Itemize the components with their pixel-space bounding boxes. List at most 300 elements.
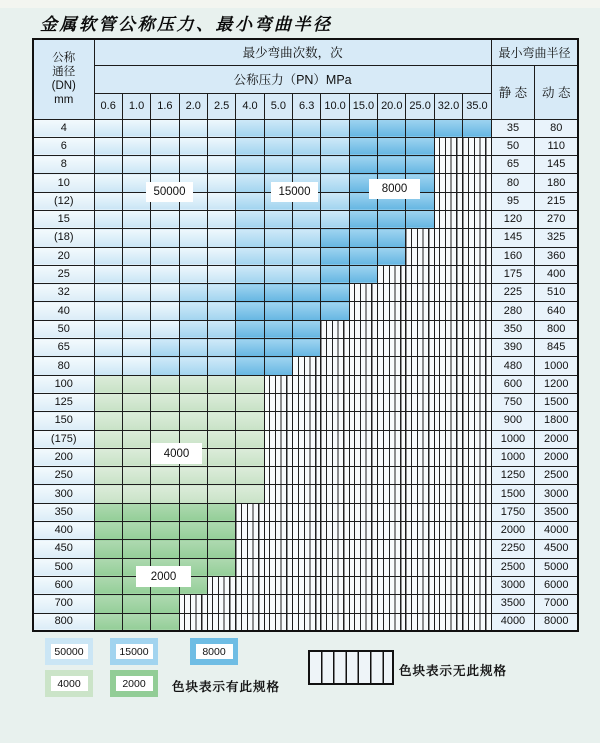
- bend-cell: [179, 522, 207, 540]
- bend-cell: [378, 375, 406, 393]
- bend-cell: [264, 375, 292, 393]
- bend-cell: [179, 229, 207, 247]
- pressure-col-2.5: 2.5: [207, 93, 235, 119]
- legend-swatch-2000-label: 2000: [116, 676, 153, 691]
- bend-cell: [122, 302, 150, 320]
- bend-cell: [94, 119, 122, 137]
- bend-cell: [151, 119, 179, 137]
- bend-cell: [349, 522, 377, 540]
- table-row-dn-8: [33, 156, 578, 174]
- bend-cell: [94, 613, 122, 631]
- bend-cell: [349, 210, 377, 228]
- pressure-col-20.0: 20.0: [378, 93, 406, 119]
- legend-swatch-8000: [190, 638, 238, 665]
- dn-cell: 6: [33, 137, 94, 155]
- bend-cell: [378, 576, 406, 594]
- bend-cell: [264, 540, 292, 558]
- bend-cell: [151, 375, 179, 393]
- bend-cell: [378, 357, 406, 375]
- bend-cell: [94, 357, 122, 375]
- dynamic-radius-cell: 640: [535, 302, 579, 320]
- bend-cell: [151, 302, 179, 320]
- table-row-dn-50: [33, 320, 578, 338]
- bend-cell: [293, 448, 321, 466]
- bend-cell: [321, 357, 349, 375]
- bend-cell: [151, 485, 179, 503]
- dynamic-radius-cell: 800: [535, 320, 579, 338]
- bend-cell: [349, 137, 377, 155]
- bend-cell: [293, 430, 321, 448]
- bend-cell: [94, 375, 122, 393]
- bend-cell: [378, 156, 406, 174]
- static-radius-cell: 160: [491, 247, 535, 265]
- static-radius-cell: 35: [491, 119, 535, 137]
- bend-cell: [94, 229, 122, 247]
- bend-cell: [293, 357, 321, 375]
- table-row-dn-6: [33, 137, 578, 155]
- bend-cell: [321, 192, 349, 210]
- bend-cell: [207, 448, 235, 466]
- zone-label-4000: 4000: [151, 443, 202, 464]
- dynamic-radius-cell: 1200: [535, 375, 579, 393]
- bend-cell: [434, 137, 462, 155]
- dynamic-radius-cell: 510: [535, 284, 579, 302]
- dynamic-radius-cell: 145: [535, 156, 579, 174]
- zone-label-8000: 8000: [369, 179, 420, 199]
- bend-cell: [293, 284, 321, 302]
- bend-cell: [264, 467, 292, 485]
- bend-cell: [151, 595, 179, 613]
- bend-cell: [207, 339, 235, 357]
- bend-cell: [151, 247, 179, 265]
- corner-header: [33, 39, 94, 119]
- static-radius-cell: 1000: [491, 430, 535, 448]
- bend-cell: [94, 467, 122, 485]
- dn-cell: 600: [33, 576, 94, 594]
- bend-cell: [236, 375, 264, 393]
- bend-cell: [406, 156, 434, 174]
- bend-cell: [463, 284, 492, 302]
- dn-cell: 200: [33, 448, 94, 466]
- bend-cell: [406, 595, 434, 613]
- table-row-dn-175: [33, 430, 578, 448]
- bend-cell: [321, 613, 349, 631]
- table-row-dn-500: [33, 558, 578, 576]
- bend-count-header: 最少弯曲次数，次: [94, 39, 491, 65]
- dn-cell: (18): [33, 229, 94, 247]
- bend-cell: [151, 265, 179, 283]
- bend-cell: [236, 430, 264, 448]
- bend-cell: [94, 448, 122, 466]
- bend-cell: [463, 613, 492, 631]
- bend-cell: [122, 375, 150, 393]
- bend-cell: [94, 558, 122, 576]
- bend-cell: [406, 247, 434, 265]
- bend-cell: [179, 503, 207, 521]
- pressure-col-1.0: 1.0: [122, 93, 150, 119]
- bend-cell: [349, 375, 377, 393]
- bend-cell: [434, 247, 462, 265]
- bend-cell: [463, 503, 492, 521]
- pressure-col-5.0: 5.0: [264, 93, 292, 119]
- bend-cell: [151, 357, 179, 375]
- bend-cell: [406, 613, 434, 631]
- bend-cell: [122, 393, 150, 411]
- dynamic-radius-cell: 4000: [535, 522, 579, 540]
- bend-cell: [349, 302, 377, 320]
- bend-cell: [434, 229, 462, 247]
- bend-cell: [321, 229, 349, 247]
- bend-cell: [434, 522, 462, 540]
- bend-cell: [378, 448, 406, 466]
- bend-cell: [151, 284, 179, 302]
- bend-cell: [378, 137, 406, 155]
- bend-cell: [236, 174, 264, 192]
- dynamic-radius-cell: 360: [535, 247, 579, 265]
- bend-cell: [434, 320, 462, 338]
- dynamic-radius-cell: 400: [535, 265, 579, 283]
- legend-swatch-15000-label: 15000: [116, 644, 153, 659]
- bend-cell: [463, 467, 492, 485]
- legend-swatch-2000: [110, 670, 158, 697]
- bend-cell: [321, 503, 349, 521]
- bend-cell: [463, 522, 492, 540]
- bend-cell: [179, 339, 207, 357]
- bend-cell: [236, 247, 264, 265]
- dynamic-header: 动 态: [535, 65, 579, 119]
- top-strip: [0, 0, 600, 8]
- bend-cell: [349, 467, 377, 485]
- bend-cell: [122, 503, 150, 521]
- bend-cell: [236, 485, 264, 503]
- static-radius-cell: 600: [491, 375, 535, 393]
- bend-cell: [236, 613, 264, 631]
- bend-cell: [349, 412, 377, 430]
- bend-cell: [293, 393, 321, 411]
- dn-cell: 32: [33, 284, 94, 302]
- bend-cell: [463, 210, 492, 228]
- static-radius-cell: 900: [491, 412, 535, 430]
- legend-swatch-8000-label: 8000: [196, 644, 233, 659]
- bend-cell: [264, 210, 292, 228]
- bend-cell: [293, 119, 321, 137]
- legend-swatch-4000: [45, 670, 93, 697]
- bend-cell: [264, 357, 292, 375]
- table-row-dn-18: [33, 229, 578, 247]
- bend-cell: [378, 393, 406, 411]
- bend-cell: [151, 503, 179, 521]
- pressure-col-2.0: 2.0: [179, 93, 207, 119]
- bend-cell: [321, 247, 349, 265]
- bend-cell: [236, 522, 264, 540]
- dynamic-radius-cell: 8000: [535, 613, 579, 631]
- bend-cell: [378, 339, 406, 357]
- table-row-dn-800: [33, 613, 578, 631]
- table-row-dn-250: [33, 467, 578, 485]
- bend-cell: [434, 375, 462, 393]
- bend-cell: [463, 265, 492, 283]
- bend-cell: [94, 137, 122, 155]
- table-row-dn-100: [33, 375, 578, 393]
- dn-cell: 100: [33, 375, 94, 393]
- bend-cell: [378, 247, 406, 265]
- bend-cell: [94, 522, 122, 540]
- table-row-dn-80: [33, 357, 578, 375]
- table-row-dn-350: [33, 503, 578, 521]
- bend-cell: [264, 595, 292, 613]
- bend-cell: [179, 302, 207, 320]
- bend-cell: [321, 284, 349, 302]
- bend-cell: [264, 156, 292, 174]
- bend-cell: [321, 302, 349, 320]
- bend-cell: [151, 540, 179, 558]
- bend-cell: [236, 576, 264, 594]
- bend-cell: [463, 412, 492, 430]
- bend-cell: [179, 540, 207, 558]
- dn-cell: 150: [33, 412, 94, 430]
- bend-cell: [434, 613, 462, 631]
- bend-cell: [94, 210, 122, 228]
- bend-cell: [264, 448, 292, 466]
- bend-cell: [434, 430, 462, 448]
- bend-cell: [264, 284, 292, 302]
- bend-cell: [179, 119, 207, 137]
- bend-cell: [207, 137, 235, 155]
- bend-cell: [264, 119, 292, 137]
- dn-cell: 250: [33, 467, 94, 485]
- bend-cell: [293, 595, 321, 613]
- bend-cell: [293, 302, 321, 320]
- bend-cell: [293, 156, 321, 174]
- legend-unavailable-text: 色块表示无此规格: [399, 664, 508, 678]
- bend-cell: [463, 448, 492, 466]
- bend-cell: [349, 485, 377, 503]
- bend-cell: [207, 576, 235, 594]
- dn-cell: 125: [33, 393, 94, 411]
- bend-cell: [321, 540, 349, 558]
- bend-cell: [378, 320, 406, 338]
- bend-cell: [406, 357, 434, 375]
- bend-cell: [434, 119, 462, 137]
- bend-cell: [236, 320, 264, 338]
- bend-cell: [463, 339, 492, 357]
- bend-cell: [207, 265, 235, 283]
- dynamic-radius-cell: 2000: [535, 448, 579, 466]
- bend-cell: [434, 192, 462, 210]
- corner-line1: 公称: [52, 52, 76, 65]
- bend-cell: [236, 595, 264, 613]
- pressure-col-10.0: 10.0: [321, 93, 349, 119]
- bend-cell: [463, 119, 492, 137]
- bend-cell: [151, 339, 179, 357]
- bend-cell: [463, 247, 492, 265]
- bend-cell: [151, 412, 179, 430]
- bend-cell: [463, 393, 492, 411]
- dn-cell: 20: [33, 247, 94, 265]
- bend-cell: [463, 302, 492, 320]
- bend-cell: [321, 375, 349, 393]
- bend-cell: [207, 485, 235, 503]
- bend-cell: [122, 320, 150, 338]
- bend-cell: [207, 522, 235, 540]
- bend-cell: [179, 595, 207, 613]
- bend-cell: [207, 558, 235, 576]
- table-row-dn-600: [33, 576, 578, 594]
- bend-cell: [378, 558, 406, 576]
- bend-cell: [434, 265, 462, 283]
- bend-cell: [122, 595, 150, 613]
- bend-cell: [406, 393, 434, 411]
- bend-cell: [207, 503, 235, 521]
- bend-cell: [406, 210, 434, 228]
- dynamic-radius-cell: 2000: [535, 430, 579, 448]
- bend-cell: [236, 119, 264, 137]
- bend-cell: [236, 467, 264, 485]
- dn-cell: 15: [33, 210, 94, 228]
- bend-cell: [321, 430, 349, 448]
- dynamic-radius-cell: 325: [535, 229, 579, 247]
- bend-cell: [406, 265, 434, 283]
- bend-cell: [406, 284, 434, 302]
- bend-cell: [434, 503, 462, 521]
- bend-cell: [236, 393, 264, 411]
- bend-cell: [406, 430, 434, 448]
- bend-cell: [122, 339, 150, 357]
- bend-cell: [94, 503, 122, 521]
- bend-cell: [207, 192, 235, 210]
- bend-cell: [463, 595, 492, 613]
- bend-cell: [122, 412, 150, 430]
- static-radius-cell: 120: [491, 210, 535, 228]
- bend-cell: [434, 540, 462, 558]
- bend-cell: [236, 156, 264, 174]
- bend-cell: [434, 576, 462, 594]
- bend-cell: [349, 576, 377, 594]
- bend-cell: [151, 393, 179, 411]
- bend-cell: [236, 210, 264, 228]
- static-header: 静 态: [491, 65, 535, 119]
- bend-cell: [434, 467, 462, 485]
- bend-cell: [463, 357, 492, 375]
- bend-cell: [349, 156, 377, 174]
- bend-cell: [349, 247, 377, 265]
- bend-cell: [378, 467, 406, 485]
- bend-cell: [406, 558, 434, 576]
- bend-cell: [236, 339, 264, 357]
- bend-cell: [207, 412, 235, 430]
- table-row-dn-300: [33, 485, 578, 503]
- bend-cell: [463, 558, 492, 576]
- static-radius-cell: 3500: [491, 595, 535, 613]
- dynamic-radius-cell: 5000: [535, 558, 579, 576]
- bend-cell: [406, 229, 434, 247]
- dn-cell: 450: [33, 540, 94, 558]
- dn-cell: (175): [33, 430, 94, 448]
- bend-cell: [378, 485, 406, 503]
- bend-cell: [264, 265, 292, 283]
- bend-cell: [122, 137, 150, 155]
- bend-cell: [94, 576, 122, 594]
- bend-cell: [321, 448, 349, 466]
- bend-cell: [293, 485, 321, 503]
- bend-cell: [94, 265, 122, 283]
- bend-cell: [207, 284, 235, 302]
- pressure-col-0.6: 0.6: [94, 93, 122, 119]
- bend-cell: [349, 540, 377, 558]
- bend-cell: [264, 137, 292, 155]
- dn-cell: 8: [33, 156, 94, 174]
- bend-cell: [378, 522, 406, 540]
- bend-cell: [207, 430, 235, 448]
- bend-cell: [236, 192, 264, 210]
- bend-cell: [207, 393, 235, 411]
- bend-cell: [236, 357, 264, 375]
- bend-cell: [207, 595, 235, 613]
- static-radius-cell: 390: [491, 339, 535, 357]
- bend-cell: [321, 467, 349, 485]
- bend-cell: [293, 247, 321, 265]
- bend-cell: [406, 540, 434, 558]
- bend-cell: [406, 302, 434, 320]
- bend-cell: [378, 302, 406, 320]
- bend-cell: [378, 284, 406, 302]
- bend-cell: [151, 137, 179, 155]
- bend-cell: [321, 339, 349, 357]
- dynamic-radius-cell: 270: [535, 210, 579, 228]
- static-radius-cell: 4000: [491, 613, 535, 631]
- bend-cell: [264, 503, 292, 521]
- bend-cell: [349, 320, 377, 338]
- bend-cell: [236, 558, 264, 576]
- table-row-dn-450: [33, 540, 578, 558]
- bend-cell: [321, 522, 349, 540]
- bend-cell: [94, 247, 122, 265]
- bend-cell: [349, 503, 377, 521]
- bend-cell: [122, 448, 150, 466]
- bend-cell: [122, 540, 150, 558]
- bend-cell: [434, 156, 462, 174]
- bend-cell: [349, 613, 377, 631]
- bend-cell: [94, 192, 122, 210]
- pressure-col-6.3: 6.3: [293, 93, 321, 119]
- bend-cell: [236, 540, 264, 558]
- bend-cell: [434, 595, 462, 613]
- bend-cell: [406, 137, 434, 155]
- bend-cell: [406, 448, 434, 466]
- bend-cell: [264, 522, 292, 540]
- dn-cell: 80: [33, 357, 94, 375]
- bend-cell: [179, 375, 207, 393]
- bend-cell: [207, 613, 235, 631]
- bend-cell: [207, 210, 235, 228]
- bend-cell: [151, 156, 179, 174]
- bend-cell: [378, 430, 406, 448]
- zone-label-15000: 15000: [271, 182, 318, 202]
- bend-cell: [321, 595, 349, 613]
- bend-cell: [321, 320, 349, 338]
- table-row-dn-25: [33, 265, 578, 283]
- zone-label-50000: 50000: [146, 182, 193, 202]
- bend-cell: [406, 320, 434, 338]
- bend-cell: [207, 156, 235, 174]
- legend-swatch-50000-label: 50000: [51, 644, 88, 659]
- bend-cell: [122, 467, 150, 485]
- bend-cell: [293, 339, 321, 357]
- dn-cell: 500: [33, 558, 94, 576]
- bend-cell: [378, 210, 406, 228]
- bend-cell: [434, 448, 462, 466]
- bend-cell: [122, 229, 150, 247]
